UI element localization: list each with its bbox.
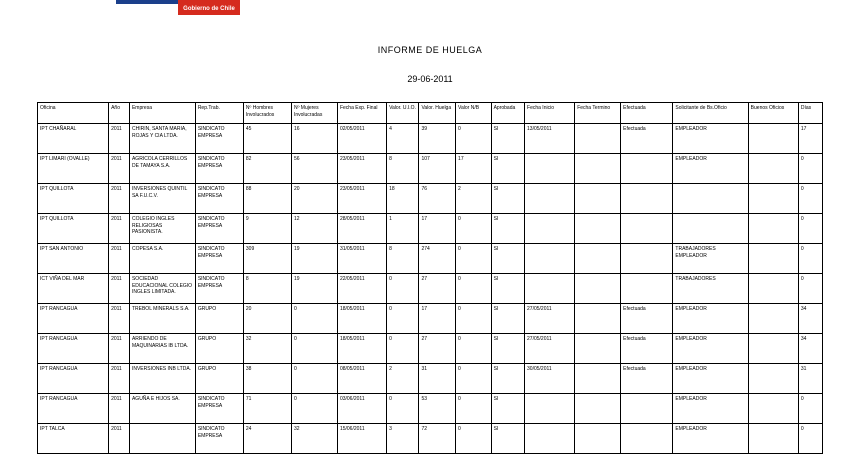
table-cell (748, 394, 798, 424)
col-header: Días (798, 103, 822, 124)
table-cell: 15/06/2011 (337, 424, 386, 454)
table-cell: SI (491, 184, 524, 214)
table-cell: EMPLEADOR (673, 304, 748, 334)
table-cell: 17 (456, 154, 492, 184)
table-cell: TRABAJADORES (673, 274, 748, 304)
table-cell: GRUPO (195, 304, 243, 334)
table-cell: IPT LIMARI (OVALLE) (38, 154, 109, 184)
table-cell (575, 274, 621, 304)
table-cell (575, 304, 621, 334)
table-cell (525, 214, 575, 244)
table-cell: 0 (798, 214, 822, 244)
table-cell: AGRICOLA CERRILLOS DE TAMAYA S.A. (129, 154, 195, 184)
col-header: Fecha Inicio (525, 103, 575, 124)
table-cell: 4 (387, 124, 419, 154)
table-cell: SINDICATO EMPRESA (195, 214, 243, 244)
table-cell: 23/05/2011 (337, 154, 386, 184)
table-cell: 0 (291, 304, 337, 334)
table-cell: 2011 (109, 394, 130, 424)
table-cell: 27 (419, 334, 456, 364)
table-cell: 309 (243, 244, 291, 274)
table-cell: 27/05/2011 (525, 334, 575, 364)
table-cell (575, 364, 621, 394)
table-cell: 34 (798, 334, 822, 364)
table-cell: EMPLEADOR (673, 334, 748, 364)
report-title: INFORME DE HUELGA (377, 45, 483, 55)
table-cell (575, 334, 621, 364)
table-cell: 45 (243, 124, 291, 154)
table-cell: SI (491, 424, 524, 454)
table-cell: 17 (798, 124, 822, 154)
col-header: Empresa (129, 103, 195, 124)
table-cell: 2011 (109, 214, 130, 244)
table-cell: SI (491, 364, 524, 394)
table-cell: SI (491, 334, 524, 364)
government-logo (116, 0, 240, 15)
table-cell: 88 (243, 184, 291, 214)
table-cell: IPT QUILLOTA (38, 214, 109, 244)
table-row (38, 334, 823, 364)
table-cell (748, 424, 798, 454)
table-cell: 0 (387, 394, 419, 424)
table-cell: GRUPO (195, 334, 243, 364)
table-cell: 31/05/2011 (337, 244, 386, 274)
table-row (38, 274, 823, 304)
table-cell: 2011 (109, 184, 130, 214)
table-cell: 0 (456, 244, 492, 274)
table-cell: IPT SAN ANTONIO (38, 244, 109, 274)
table-cell: SINDICATO EMPRESA (195, 244, 243, 274)
table-cell (575, 124, 621, 154)
table-cell (129, 424, 195, 454)
table-cell: 28/05/2011 (337, 214, 386, 244)
table-cell: 17 (419, 304, 456, 334)
table-cell (525, 274, 575, 304)
table-cell: IPT TALCA (38, 424, 109, 454)
table-cell (525, 244, 575, 274)
table-cell: 03/06/2011 (337, 394, 386, 424)
strike-report-table (37, 102, 823, 454)
col-header: Rep.Trab. (195, 103, 243, 124)
table-cell (575, 424, 621, 454)
table-cell (748, 334, 798, 364)
table-cell: AGUÑA E HIJOS SA. (129, 394, 195, 424)
table-cell: 20 (243, 304, 291, 334)
table-cell (621, 274, 673, 304)
table-cell (748, 184, 798, 214)
table-cell: GRUPO (195, 364, 243, 394)
table-cell: 13/05/2011 (525, 124, 575, 154)
table-cell (525, 184, 575, 214)
table-cell (575, 394, 621, 424)
table-cell: 2011 (109, 304, 130, 334)
table-cell: 0 (456, 334, 492, 364)
table-cell: 72 (419, 424, 456, 454)
table-cell: IPT RANCAGUA (38, 364, 109, 394)
table-cell: 39 (419, 124, 456, 154)
table-cell (575, 214, 621, 244)
col-header: Año (109, 103, 130, 124)
table-cell (748, 244, 798, 274)
table-cell (748, 154, 798, 184)
table-cell: EMPLEADOR (673, 424, 748, 454)
table-cell: 2011 (109, 274, 130, 304)
table-cell: SI (491, 394, 524, 424)
table-cell (673, 214, 748, 244)
table-cell: 0 (456, 424, 492, 454)
table-cell: IPT CHAÑARAL (38, 124, 109, 154)
table-cell: 32 (243, 334, 291, 364)
table-cell (525, 424, 575, 454)
table-cell: TREBOL MINERALS S.A. (129, 304, 195, 334)
table-header-row (38, 103, 823, 124)
col-header: Valor N/B (456, 103, 492, 124)
table-cell: 0 (387, 334, 419, 364)
table-cell (575, 244, 621, 274)
table-cell: 18 (387, 184, 419, 214)
table-row (38, 244, 823, 274)
table-cell (748, 124, 798, 154)
table-cell: SI (491, 274, 524, 304)
table-cell: 0 (798, 394, 822, 424)
table-cell: 31 (419, 364, 456, 394)
table-cell: 0 (456, 274, 492, 304)
table-cell: 0 (291, 334, 337, 364)
table-cell: 53 (419, 394, 456, 424)
table-cell: INVERSIONES INB LTDA. (129, 364, 195, 394)
table-cell: 56 (291, 154, 337, 184)
table-cell: Efectuada (621, 364, 673, 394)
table-cell (621, 154, 673, 184)
table-cell: 31 (798, 364, 822, 394)
table-cell (748, 274, 798, 304)
table-cell: 12 (291, 214, 337, 244)
table-cell: Efectuada (621, 124, 673, 154)
table-cell: 16 (291, 124, 337, 154)
table-cell: 22/05/2011 (337, 274, 386, 304)
table-cell: SOCIEDAD EDUCACIONAL COLEGIO INGLES LIMITADA. (129, 274, 195, 304)
table-cell (673, 184, 748, 214)
table-cell: SINDICATO EMPRESA (195, 184, 243, 214)
table-cell: 0 (798, 274, 822, 304)
table-cell: COLEGIO INGLES RELIGIOSAS PASIONISTA. (129, 214, 195, 244)
table-cell: SI (491, 124, 524, 154)
table-cell: 2011 (109, 124, 130, 154)
report-date: 29-06-2011 (407, 74, 453, 84)
table-cell: CHIRIN, SANTA MARIA, ROJAS Y CIA LTDA. (129, 124, 195, 154)
table-row (38, 124, 823, 154)
table-cell: 0 (456, 364, 492, 394)
table-cell: SINDICATO EMPRESA (195, 394, 243, 424)
table-cell: 2011 (109, 424, 130, 454)
table-cell: 2011 (109, 154, 130, 184)
table-cell: INVERSIONES QUINTIL SA F.U.C.V. (129, 184, 195, 214)
table-cell (575, 184, 621, 214)
table-cell: 23/05/2011 (337, 184, 386, 214)
table-cell: 32 (291, 424, 337, 454)
table-cell: 2 (387, 364, 419, 394)
table-cell: 0 (456, 304, 492, 334)
table-cell: 24 (243, 424, 291, 454)
col-header: Oficina (38, 103, 109, 124)
table-cell: 19 (291, 274, 337, 304)
table-row (38, 424, 823, 454)
table-cell (525, 394, 575, 424)
table-cell: ARRIENDO DE MAQUINARIAS IB LTDA. (129, 334, 195, 364)
table-cell: 27/05/2011 (525, 304, 575, 334)
table-cell: 82 (243, 154, 291, 184)
table-cell: 2 (456, 184, 492, 214)
table-cell: 76 (419, 184, 456, 214)
col-header: Nº Mujeres Involucradas (291, 103, 337, 124)
table-cell: 274 (419, 244, 456, 274)
table-row (38, 214, 823, 244)
table-cell: 0 (291, 364, 337, 394)
table-cell: 8 (387, 154, 419, 184)
table-cell: 8 (243, 274, 291, 304)
table-cell: 20 (291, 184, 337, 214)
table-cell: SI (491, 304, 524, 334)
table-cell: 1 (387, 214, 419, 244)
table-cell: 8 (387, 244, 419, 274)
table-cell: IPT RANCAGUA (38, 394, 109, 424)
table-cell: EMPLEADOR (673, 394, 748, 424)
table-cell: SI (491, 244, 524, 274)
col-header: Aprobada (491, 103, 524, 124)
table-cell: Efectuada (621, 334, 673, 364)
table-row (38, 184, 823, 214)
table-cell: SI (491, 154, 524, 184)
col-header: Buenos Oficios (748, 103, 798, 124)
table-cell (575, 154, 621, 184)
table-cell: 0 (798, 184, 822, 214)
table-row (38, 364, 823, 394)
table-cell (621, 184, 673, 214)
col-header: Fecha Exp. Final (337, 103, 386, 124)
table-cell: EMPLEADOR (673, 154, 748, 184)
table-cell: 0 (798, 244, 822, 274)
table-row (38, 394, 823, 424)
table-cell: IPT RANCAGUA (38, 304, 109, 334)
table-cell: 34 (798, 304, 822, 334)
logo-blue-stripe (116, 0, 178, 4)
table-cell: Efectuada (621, 304, 673, 334)
col-header: Fecha Termino (575, 103, 621, 124)
table-cell: IPT RANCAGUA (38, 334, 109, 364)
table-cell: 18/05/2011 (337, 334, 386, 364)
col-header: Solicitante de Bs.Oficio (673, 103, 748, 124)
table-cell: 0 (387, 274, 419, 304)
col-header: Efectuada (621, 103, 673, 124)
table-cell: 19 (291, 244, 337, 274)
table-cell: 3 (387, 424, 419, 454)
table-cell (621, 424, 673, 454)
col-header: Valor. U.I.O. (387, 103, 419, 124)
table-cell (748, 214, 798, 244)
table-cell: SI (491, 214, 524, 244)
table-cell: 17 (419, 214, 456, 244)
table-cell: 2011 (109, 334, 130, 364)
table-cell (748, 364, 798, 394)
table-body (38, 124, 823, 454)
table-cell (621, 244, 673, 274)
table-cell (621, 214, 673, 244)
table-cell: EMPLEADOR (673, 124, 748, 154)
table-cell (621, 394, 673, 424)
table-cell: COPESA S.A. (129, 244, 195, 274)
table-cell: 2011 (109, 244, 130, 274)
table-cell: 9 (243, 214, 291, 244)
table-cell: 02/05/2011 (337, 124, 386, 154)
table-cell: SINDICATO EMPRESA (195, 274, 243, 304)
table-cell: 0 (456, 214, 492, 244)
table-cell: 0 (798, 154, 822, 184)
table-cell: 38 (243, 364, 291, 394)
table-cell (748, 304, 798, 334)
table-cell (525, 154, 575, 184)
table-cell: 2011 (109, 364, 130, 394)
table-cell: SINDICATO EMPRESA (195, 124, 243, 154)
table-cell: 18/05/2011 (337, 304, 386, 334)
col-header: Nº Hombres Involucrados (243, 103, 291, 124)
col-header: Valor. Huelga (419, 103, 456, 124)
table-cell: 107 (419, 154, 456, 184)
table-cell: IPT QUILLOTA (38, 184, 109, 214)
table-cell: 30/05/2011 (525, 364, 575, 394)
table-cell: 0 (456, 124, 492, 154)
table-cell: EMPLEADOR (673, 364, 748, 394)
table-cell: 0 (291, 394, 337, 424)
logo-caption: Gobierno de Chile (178, 4, 240, 15)
table-cell: SINDICATO EMPRESA (195, 424, 243, 454)
table-cell: 71 (243, 394, 291, 424)
table-cell: 0 (798, 424, 822, 454)
table-cell: SINDICATO EMPRESA (195, 154, 243, 184)
table-cell: ICT VIÑA DEL MAR (38, 274, 109, 304)
table-row (38, 304, 823, 334)
table-cell: 0 (456, 394, 492, 424)
table-cell: 0 (387, 304, 419, 334)
table-cell: 08/05/2011 (337, 364, 386, 394)
table-row (38, 154, 823, 184)
table-cell: 27 (419, 274, 456, 304)
table-cell: TRABAJADORES EMPLEADOR (673, 244, 748, 274)
